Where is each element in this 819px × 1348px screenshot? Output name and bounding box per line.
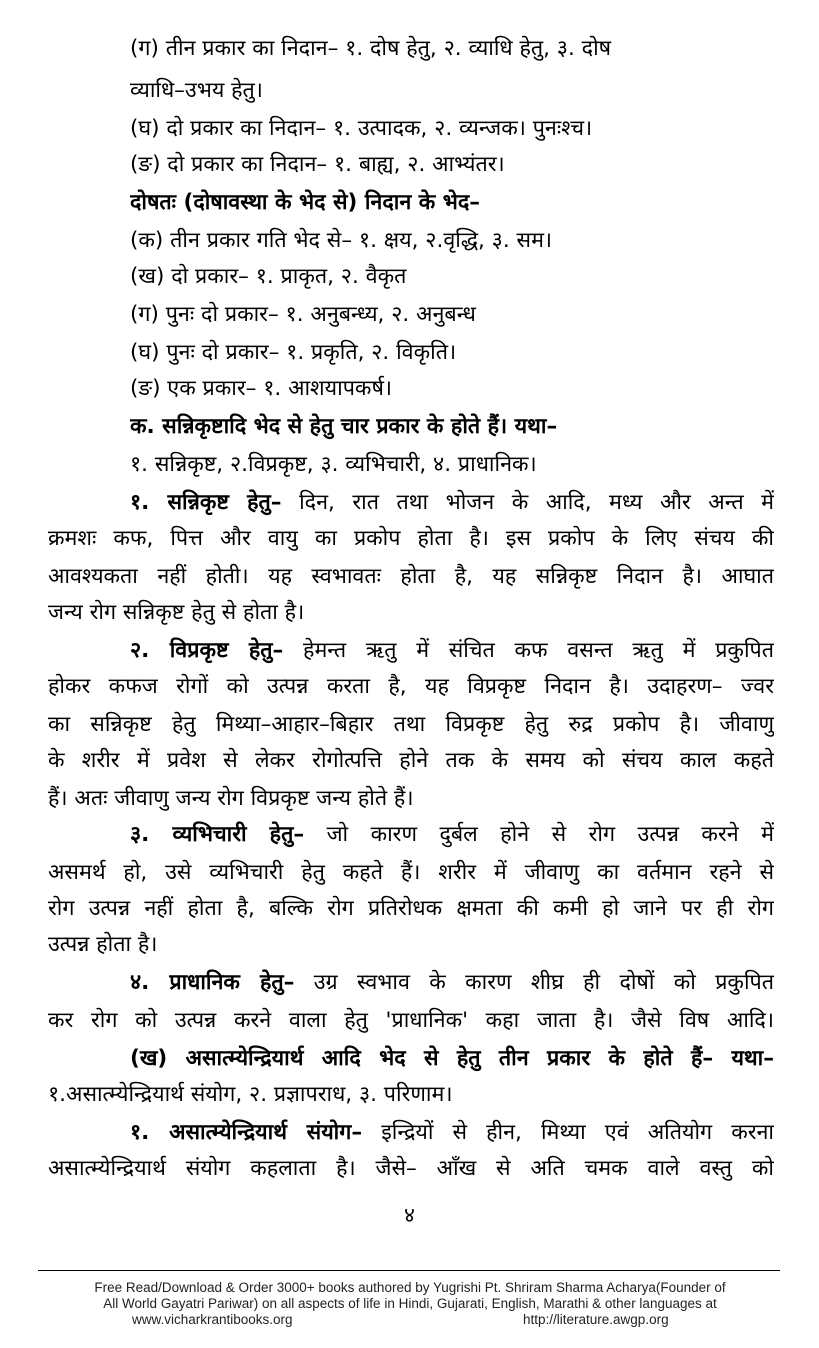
paragraph-line: १.असात्म्येन्द्रियार्थ संयोग, २. प्रज्ञापराध, ३. परिणाम।: [48, 1082, 453, 1107]
paragraph-text: जो कारण दुर्बल होने से रोग उत्पन्न करने में: [326, 822, 774, 847]
paragraph-line: होकर कफज रोगों को उत्पन्न करता है, यह विप्रकृष्ट निदान है। उदाहरण– ज्वर: [48, 674, 774, 699]
page-number: ४: [404, 1203, 415, 1227]
paragraph-line: [130, 966, 774, 1000]
paragraph-heading: १. असात्म्येन्द्रियार्थ संयोग–: [130, 1120, 363, 1145]
list-item: (ङ) एक प्रकार– १. आशयापकर्ष।: [130, 376, 393, 401]
paragraph-text: दिन, रात तथा भोजन के आदि, मध्य और अन्त में: [299, 490, 774, 515]
paragraph-heading: २. विप्रकृष्ट हेतु–: [130, 638, 284, 663]
paragraph-heading: ३. व्यभिचारी हेतु–: [130, 822, 305, 847]
paragraph-line: असात्म्येन्द्रियार्थ संयोग कहलाता है। जैसे– आँख से अति चमक वाले वस्तु को: [48, 1156, 774, 1181]
paragraph-text: उग्र स्वभाव के कारण शीघ्र ही दोषों को प्रकुपित: [313, 970, 774, 995]
paragraph-line: [130, 634, 774, 668]
footer-link-vicharkranti[interactable]: www.vicharkrantibooks.org: [132, 1312, 293, 1327]
list-item: (क) तीन प्रकार गति भेद से– १. क्षय, २.वृद्धि, ३. सम।: [130, 228, 553, 253]
footer-link-awgp[interactable]: http://literature.awgp.org: [523, 1312, 669, 1327]
section-heading: दोषतः (दोषावस्था के भेद से) निदान के भेद–: [130, 190, 481, 215]
paragraph-heading: ४. प्राधानिक हेतु–: [130, 970, 295, 995]
paragraph-line: [130, 818, 774, 852]
paragraph-line: के शरीर में प्रवेश से लेकर रोगोत्पत्ति होने तक के समय को संचय काल कहते: [48, 748, 774, 773]
footer-text: All World Gayatri Pariwar) on all aspects of life in Hindi, Gujarati, English, Marathi & other languages at: [103, 1296, 717, 1311]
list-item: (घ) दो प्रकार का निदान– १. उत्पादक, २. व्यन्जक। पुनःश्च।: [130, 116, 593, 141]
list-item: (ख) दो प्रकार– १. प्राकृत, २. वैकृत: [130, 264, 407, 289]
paragraph-line: [130, 1116, 774, 1150]
section-heading: क. सन्निकृष्टादि भेद से हेतु चार प्रकार के होते हैं। यथा–: [130, 414, 558, 439]
paragraph-line: [130, 486, 774, 520]
paragraph-line: कर रोग को उत्पन्न करने वाला हेतु 'प्राधानिक' कहा जाता है। जैसे विष आदि।: [48, 1008, 774, 1033]
paragraph-line: जन्य रोग सन्निकृष्ट हेतु से होता है।: [48, 600, 305, 625]
paragraph-line: का सन्निकृष्ट हेतु मिथ्या–आहार–बिहार तथा विप्रकृष्ट हेतु रुद्र प्रकोप है। जीवाणु: [48, 712, 774, 737]
list-item: (ग) तीन प्रकार का निदान– १. दोष हेतु, २. व्याधि हेतु, ३. दोष: [130, 36, 612, 61]
list-item: १. सन्निकृष्ट, २.विप्रकृष्ट, ३. व्यभिचारी, ४. प्राधानिक।: [130, 452, 537, 477]
list-item: (घ) पुनः दो प्रकार– १. प्रकृति, २. विकृति।: [130, 340, 457, 365]
paragraph-text: इन्द्रियों से हीन, मिथ्या एवं अतियोग करना: [381, 1120, 774, 1145]
paragraph-line: उत्पन्न होता है।: [48, 932, 158, 957]
section-heading: (ख) असात्म्येन्द्रियार्थ आदि भेद से हेतु तीन प्रकार के होते हैं– यथा–: [130, 1046, 774, 1071]
paragraph-line: हैं। अतः जीवाणु जन्य रोग विप्रकृष्ट जन्य होते हैं।: [48, 786, 414, 811]
footer-text: Free Read/Download & Order 3000+ books authored by Yugrishi Pt. Shriram Sharma Acharya(Founder of: [94, 1280, 726, 1295]
paragraph-line: आवश्यकता नहीं होती। यह स्वभावतः होता है, यह सन्निकृष्ट निदान है। आघात: [48, 564, 774, 589]
paragraph-text: हेमन्त ऋतु में संचित कफ वसन्त ऋतु में प्रकुपित: [303, 638, 774, 663]
paragraph-line: रोग उत्पन्न नहीं होता है, बल्कि रोग प्रतिरोधक क्षमता की कमी हो जाने पर ही रोग: [48, 896, 774, 921]
list-item: (ङ) दो प्रकार का निदान– १. बाह्य, २. आभ्यंतर।: [130, 152, 505, 177]
footer-divider: [38, 1270, 780, 1271]
paragraph-line: असमर्थ हो, उसे व्यभिचारी हेतु कहते हैं। शरीर में जीवाणु का वर्तमान रहने से: [48, 860, 774, 885]
paragraph-heading: १. सन्निकृष्ट हेतु–: [130, 490, 282, 515]
paragraph-line: क्रमशः कफ, पित्त और वायु का प्रकोप होता है। इस प्रकोप के लिए संचय की: [48, 526, 774, 551]
list-item: व्याधि–उभय हेतु।: [130, 78, 263, 103]
list-item: (ग) पुनः दो प्रकार– १. अनुबन्ध्य, २. अनुबन्ध: [130, 302, 476, 327]
